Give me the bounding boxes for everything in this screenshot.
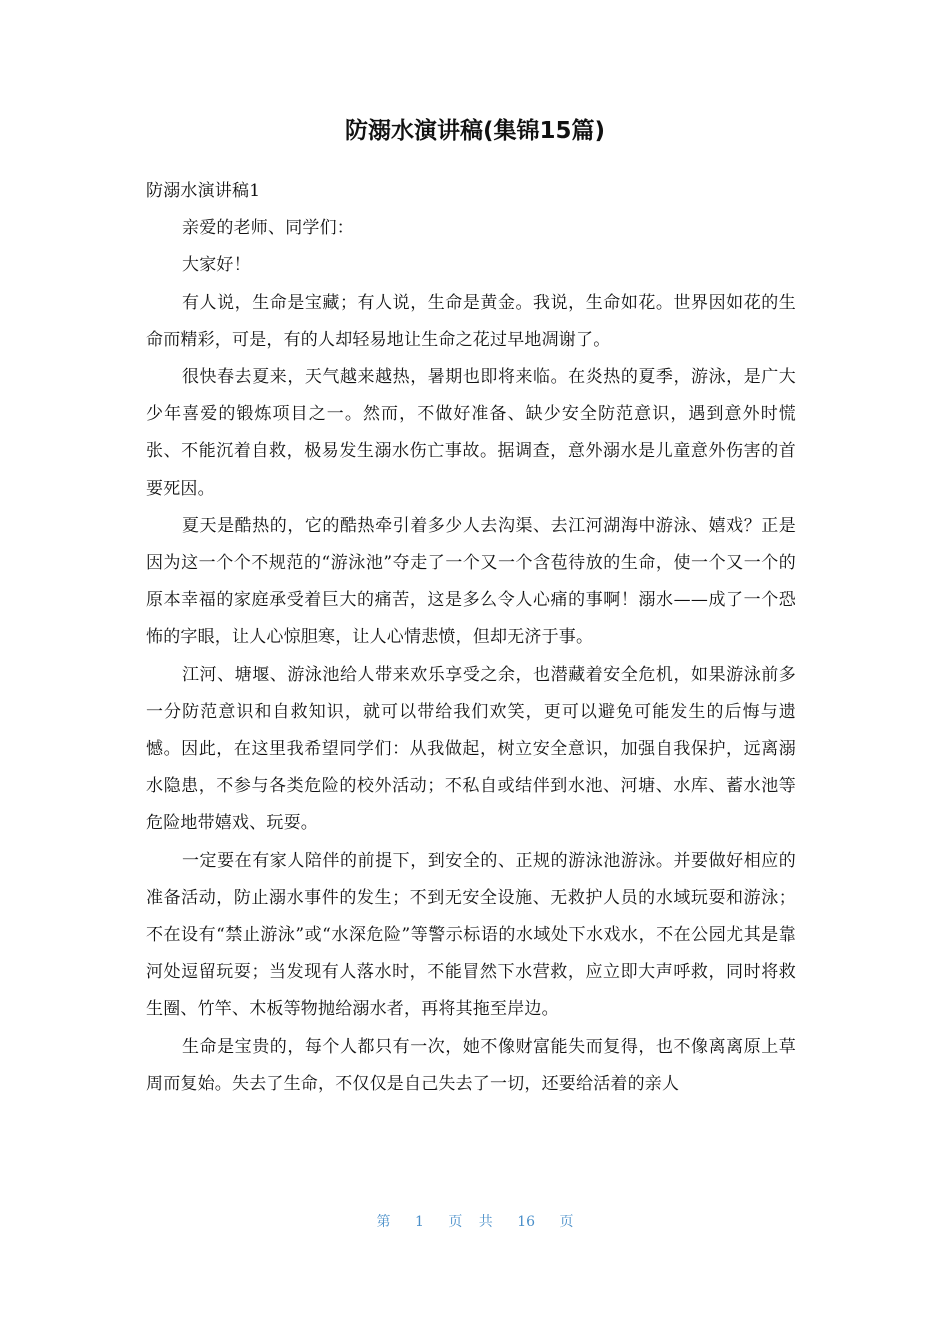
paragraph: 有人说，生命是宝藏；有人说，生命是黄金。我说，生命如花。世界因如花的生命而精彩，可是，有的人却轻易地让生命之花过早地凋谢了。: [146, 292, 796, 350]
pages-suffix: 页: [559, 1214, 574, 1230]
document-title: 防溺水演讲稿(集锦15篇): [344, 118, 606, 144]
total-pages-number: 16: [517, 1214, 536, 1230]
current-page-number: 1: [414, 1214, 424, 1230]
paragraph: 一定要在有家人陪伴的前提下，到安全的、正规的游泳池游泳。并要做好相应的准备活动，防止溺水事件的发生；不到无安全设施、无救护人员的水域玩耍和游泳；不在设有“禁止游泳”或“水深危险”等警示标语的水域处下水戏水，不在公园尤其是靠河处逗留玩耍；当发现有人落水时，不能冒然下水营救，应立即大声呼救，同时将救生圈、竹竿、木板等物抛给溺水者，再将其拖至岸边。: [146, 850, 796, 1020]
salutation: 大家好！: [182, 255, 251, 276]
paragraph: 很快春去夏来，天气越来越热，暑期也即将来临。在炎热的夏季，游泳，是广大少年喜爱的锻炼项目之一。然而，不做好准备、缺少安全防范意识，遇到意外时慌张、不能沉着自救，极易发生溺水伤亡事故。据调查，意外溺水是儿童意外伤害的首要死因。: [146, 367, 796, 499]
paragraph: 生命是宝贵的，每个人都只有一次，她不像财富能失而复得，也不像离离原上草周而复始。失去了生命，不仅仅是自己失去了一切，还要给活着的亲人: [146, 1036, 796, 1094]
page-label: 第: [376, 1214, 391, 1230]
paragraph: 夏天是酷热的，它的酷热牵引着多少人去沟渠、去江河湖海中游泳、嬉戏？正是因为这一个个不规范的“游泳池”夺走了一个又一个含苞待放的生命，使一个又一个的原本幸福的家庭承受着巨大的痛苦，这是多么令人心痛的事啊！溺水——成了一个恐怖的字眼，让人心惊胆寒，让人心情悲愤，但却无济于事。: [146, 515, 796, 648]
greeting: 亲爱的老师、同学们：: [182, 218, 354, 239]
page-footer: [0, 1210, 950, 1234]
page-of-label: 页 共: [448, 1214, 493, 1230]
document-body: [146, 173, 796, 1103]
paragraph: 江河、塘堰、游泳池给人带来欢乐享受之余，也潜藏着安全危机，如果游泳前多一分防范意识和自救知识，就可以带给我们欢笑，更可以避免可能发生的后悔与遗憾。因此，在这里我希望同学们：从我做起，树立安全意识，加强自我保护，远离溺水隐患，不参与各类危险的校外活动；不私自或结伴到水池、河塘、水库、蓄水池等危险地带嬉戏、玩耍。: [146, 664, 796, 834]
section-heading: 防溺水演讲稿1: [146, 181, 261, 201]
